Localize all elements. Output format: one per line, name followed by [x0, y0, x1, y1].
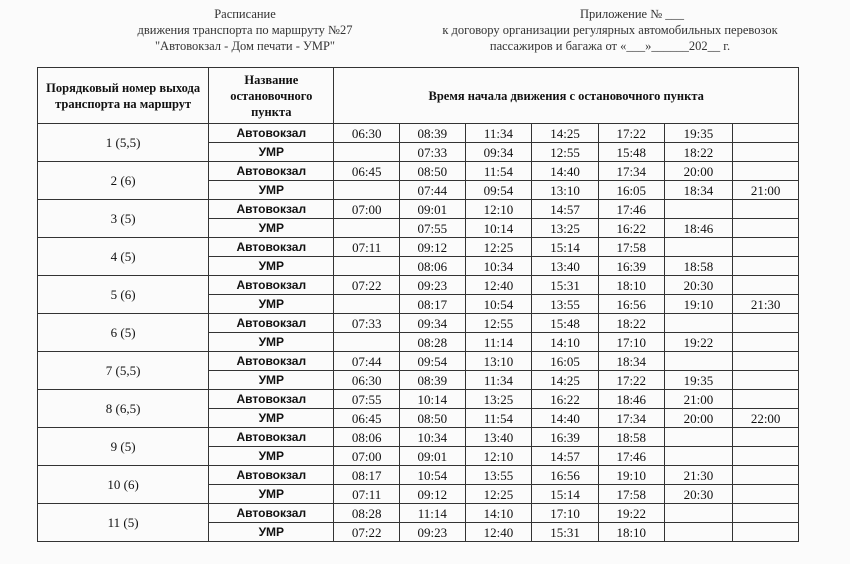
- departure-time-cell: 18:46: [598, 390, 664, 409]
- departure-time-cell: [664, 523, 733, 542]
- departure-time-cell: 21:00: [664, 390, 733, 409]
- departure-time-cell: 14:10: [532, 333, 599, 352]
- departure-time-cell: 17:34: [598, 409, 664, 428]
- departure-time-cell: 15:31: [532, 523, 599, 542]
- stop-name-cell: Автовокзал: [209, 504, 334, 523]
- departure-time-cell: 17:10: [532, 504, 599, 523]
- exit-number-cell: 1 (5,5): [38, 124, 209, 162]
- header-stop-name: Название остановочного пункта: [209, 68, 334, 124]
- departure-time-cell: 10:54: [400, 466, 466, 485]
- departure-time-cell: 13:40: [532, 257, 599, 276]
- appendix-block: [410, 6, 810, 54]
- departure-time-cell: [334, 295, 400, 314]
- departure-time-cell: [664, 238, 733, 257]
- departure-time-cell: 06:45: [334, 409, 400, 428]
- departure-time-cell: [733, 333, 799, 352]
- departure-time-cell: 19:10: [664, 295, 733, 314]
- departure-time-cell: [733, 162, 799, 181]
- departure-time-cell: 11:34: [465, 124, 532, 143]
- departure-time-cell: 11:54: [465, 409, 532, 428]
- departure-time-cell: 15:48: [598, 143, 664, 162]
- table-row: [38, 200, 799, 219]
- departure-time-cell: 08:06: [334, 428, 400, 447]
- departure-time-cell: 12:10: [465, 200, 532, 219]
- table-row: [38, 504, 799, 523]
- departure-time-cell: 18:22: [664, 143, 733, 162]
- stop-name-cell: УМР: [209, 333, 334, 352]
- departure-time-cell: 21:30: [664, 466, 733, 485]
- departure-time-cell: 07:11: [334, 238, 400, 257]
- departure-time-cell: [664, 504, 733, 523]
- departure-time-cell: 17:46: [598, 447, 664, 466]
- departure-time-cell: 08:39: [400, 371, 466, 390]
- departure-time-cell: [733, 314, 799, 333]
- departure-time-cell: 09:01: [400, 200, 466, 219]
- departure-time-cell: 13:55: [532, 295, 599, 314]
- departure-time-cell: [733, 523, 799, 542]
- table-row: [38, 390, 799, 409]
- departure-time-cell: [733, 428, 799, 447]
- departure-time-cell: 16:39: [532, 428, 599, 447]
- departure-time-cell: 14:57: [532, 447, 599, 466]
- departure-time-cell: 17:22: [598, 371, 664, 390]
- departure-time-cell: 17:58: [598, 485, 664, 504]
- title-line-2: движения транспорта по маршруту №27: [137, 23, 353, 37]
- stop-name-cell: УМР: [209, 219, 334, 238]
- departure-time-cell: [664, 428, 733, 447]
- departure-time-cell: 07:33: [400, 143, 466, 162]
- departure-time-cell: 21:30: [733, 295, 799, 314]
- departure-time-cell: 09:34: [400, 314, 466, 333]
- departure-time-cell: 17:22: [598, 124, 664, 143]
- departure-time-cell: 13:10: [465, 352, 532, 371]
- departure-time-cell: 10:34: [400, 428, 466, 447]
- departure-time-cell: 11:54: [465, 162, 532, 181]
- table-row: [38, 124, 799, 143]
- departure-time-cell: 08:06: [400, 257, 466, 276]
- departure-time-cell: 12:25: [465, 485, 532, 504]
- departure-time-cell: 16:39: [598, 257, 664, 276]
- departure-time-cell: [334, 219, 400, 238]
- departure-time-cell: [733, 352, 799, 371]
- departure-time-cell: 09:12: [400, 238, 466, 257]
- stop-name-cell: УМР: [209, 181, 334, 200]
- departure-time-cell: 16:22: [598, 219, 664, 238]
- stop-name-cell: УМР: [209, 257, 334, 276]
- departure-time-cell: 16:56: [532, 466, 599, 485]
- departure-time-cell: 20:00: [664, 409, 733, 428]
- departure-time-cell: 08:17: [334, 466, 400, 485]
- table-row: [38, 276, 799, 295]
- stop-name-cell: УМР: [209, 523, 334, 542]
- departure-time-cell: 18:58: [664, 257, 733, 276]
- departure-time-cell: 09:01: [400, 447, 466, 466]
- stop-name-cell: Автовокзал: [209, 428, 334, 447]
- exit-number-cell: 10 (6): [38, 466, 209, 504]
- departure-time-cell: 07:11: [334, 485, 400, 504]
- departure-time-cell: 14:25: [532, 124, 599, 143]
- departure-time-cell: 10:54: [465, 295, 532, 314]
- departure-time-cell: 21:00: [733, 181, 799, 200]
- departure-time-cell: [334, 143, 400, 162]
- exit-number-cell: 7 (5,5): [38, 352, 209, 390]
- header-exit-number: Порядковый номер выхода транспорта на маршрут: [38, 68, 209, 124]
- departure-time-cell: 19:10: [598, 466, 664, 485]
- table-header-row: [38, 68, 799, 124]
- departure-time-cell: 07:00: [334, 200, 400, 219]
- title-line-1: Расписание: [214, 7, 276, 21]
- departure-time-cell: 13:10: [532, 181, 599, 200]
- departure-time-cell: 14:57: [532, 200, 599, 219]
- departure-time-cell: 07:00: [334, 447, 400, 466]
- departure-time-cell: 20:30: [664, 485, 733, 504]
- departure-time-cell: [733, 371, 799, 390]
- departure-time-cell: 13:40: [465, 428, 532, 447]
- departure-time-cell: 06:30: [334, 124, 400, 143]
- table-row: [38, 428, 799, 447]
- departure-time-cell: 10:14: [400, 390, 466, 409]
- departure-time-cell: [733, 257, 799, 276]
- departure-time-cell: 19:22: [664, 333, 733, 352]
- departure-time-cell: 06:30: [334, 371, 400, 390]
- exit-number-cell: 2 (6): [38, 162, 209, 200]
- departure-time-cell: 14:40: [532, 162, 599, 181]
- table-row: [38, 466, 799, 485]
- departure-time-cell: 17:46: [598, 200, 664, 219]
- table-row: [38, 162, 799, 181]
- schedule-table: [37, 67, 799, 542]
- exit-number-cell: 11 (5): [38, 504, 209, 542]
- departure-time-cell: 12:40: [465, 276, 532, 295]
- departure-time-cell: 19:22: [598, 504, 664, 523]
- exit-number-cell: 5 (6): [38, 276, 209, 314]
- departure-time-cell: 18:22: [598, 314, 664, 333]
- departure-time-cell: 07:55: [400, 219, 466, 238]
- departure-time-cell: [733, 485, 799, 504]
- departure-time-cell: [733, 466, 799, 485]
- departure-time-cell: [664, 352, 733, 371]
- departure-time-cell: 12:25: [465, 238, 532, 257]
- departure-time-cell: 09:54: [465, 181, 532, 200]
- departure-time-cell: 08:28: [400, 333, 466, 352]
- departure-time-cell: 15:14: [532, 485, 599, 504]
- departure-time-cell: [733, 504, 799, 523]
- departure-time-cell: 15:31: [532, 276, 599, 295]
- departure-time-cell: [733, 238, 799, 257]
- departure-time-cell: 16:22: [532, 390, 599, 409]
- departure-time-cell: 09:54: [400, 352, 466, 371]
- departure-time-cell: 08:17: [400, 295, 466, 314]
- stop-name-cell: УМР: [209, 485, 334, 504]
- departure-time-cell: [334, 333, 400, 352]
- stop-name-cell: Автовокзал: [209, 200, 334, 219]
- departure-time-cell: 12:55: [532, 143, 599, 162]
- departure-time-cell: 13:25: [532, 219, 599, 238]
- departure-time-cell: 07:22: [334, 523, 400, 542]
- departure-time-cell: [733, 143, 799, 162]
- departure-time-cell: 15:48: [532, 314, 599, 333]
- departure-time-cell: 07:55: [334, 390, 400, 409]
- stop-name-cell: УМР: [209, 371, 334, 390]
- departure-time-cell: 09:23: [400, 523, 466, 542]
- departure-time-cell: [664, 447, 733, 466]
- table-row: [38, 314, 799, 333]
- departure-time-cell: 09:34: [465, 143, 532, 162]
- schedule-title-block: [100, 6, 390, 54]
- departure-time-cell: 11:14: [400, 504, 466, 523]
- stop-name-cell: Автовокзал: [209, 314, 334, 333]
- departure-time-cell: 07:33: [334, 314, 400, 333]
- exit-number-cell: 6 (5): [38, 314, 209, 352]
- departure-time-cell: 14:40: [532, 409, 599, 428]
- appendix-line-1: Приложение № ___: [580, 7, 685, 21]
- departure-time-cell: 12:55: [465, 314, 532, 333]
- departure-time-cell: 13:25: [465, 390, 532, 409]
- departure-time-cell: 08:28: [334, 504, 400, 523]
- departure-time-cell: [664, 314, 733, 333]
- table-row: [38, 238, 799, 257]
- departure-time-cell: [733, 390, 799, 409]
- departure-time-cell: 07:44: [334, 352, 400, 371]
- exit-number-cell: 3 (5): [38, 200, 209, 238]
- departure-time-cell: [733, 447, 799, 466]
- departure-time-cell: 18:58: [598, 428, 664, 447]
- departure-time-cell: 19:35: [664, 124, 733, 143]
- departure-time-cell: [664, 200, 733, 219]
- header-start-times: Время начала движения с остановочного пункта: [334, 68, 799, 124]
- appendix-line-2: к договору организации регулярных автомобильных перевозок: [442, 23, 778, 37]
- departure-time-cell: 16:05: [532, 352, 599, 371]
- departure-time-cell: 09:23: [400, 276, 466, 295]
- departure-time-cell: 18:34: [664, 181, 733, 200]
- departure-time-cell: 10:14: [465, 219, 532, 238]
- departure-time-cell: 16:56: [598, 295, 664, 314]
- departure-time-cell: 18:10: [598, 276, 664, 295]
- stop-name-cell: УМР: [209, 409, 334, 428]
- departure-time-cell: 08:39: [400, 124, 466, 143]
- departure-time-cell: 17:34: [598, 162, 664, 181]
- exit-number-cell: 4 (5): [38, 238, 209, 276]
- appendix-line-3: пассажиров и багажа от «___»______202__ г.: [489, 39, 731, 53]
- departure-time-cell: 11:14: [465, 333, 532, 352]
- departure-time-cell: 18:10: [598, 523, 664, 542]
- table-row: [38, 352, 799, 371]
- departure-time-cell: 13:55: [465, 466, 532, 485]
- departure-time-cell: 11:34: [465, 371, 532, 390]
- departure-time-cell: 08:50: [400, 409, 466, 428]
- departure-time-cell: 14:10: [465, 504, 532, 523]
- departure-time-cell: 19:35: [664, 371, 733, 390]
- exit-number-cell: 9 (5): [38, 428, 209, 466]
- stop-name-cell: Автовокзал: [209, 466, 334, 485]
- departure-time-cell: 06:45: [334, 162, 400, 181]
- stop-name-cell: Автовокзал: [209, 124, 334, 143]
- departure-time-cell: [733, 219, 799, 238]
- departure-time-cell: 09:12: [400, 485, 466, 504]
- departure-time-cell: 10:34: [465, 257, 532, 276]
- departure-time-cell: 17:58: [598, 238, 664, 257]
- departure-time-cell: 22:00: [733, 409, 799, 428]
- departure-time-cell: 07:44: [400, 181, 466, 200]
- departure-time-cell: 17:10: [598, 333, 664, 352]
- departure-time-cell: 20:30: [664, 276, 733, 295]
- exit-number-cell: 8 (6,5): [38, 390, 209, 428]
- departure-time-cell: [733, 124, 799, 143]
- departure-time-cell: 15:14: [532, 238, 599, 257]
- stop-name-cell: Автовокзал: [209, 238, 334, 257]
- stop-name-cell: УМР: [209, 295, 334, 314]
- departure-time-cell: 20:00: [664, 162, 733, 181]
- stop-name-cell: Автовокзал: [209, 352, 334, 371]
- departure-time-cell: 18:46: [664, 219, 733, 238]
- departure-time-cell: 07:22: [334, 276, 400, 295]
- schedule-body: [38, 124, 799, 542]
- title-line-3: "Автовокзал - Дом печати - УМР": [154, 39, 336, 53]
- departure-time-cell: 14:25: [532, 371, 599, 390]
- departure-time-cell: 18:34: [598, 352, 664, 371]
- departure-time-cell: 08:50: [400, 162, 466, 181]
- departure-time-cell: [334, 181, 400, 200]
- departure-time-cell: [334, 257, 400, 276]
- stop-name-cell: УМР: [209, 447, 334, 466]
- departure-time-cell: [733, 200, 799, 219]
- stop-name-cell: УМР: [209, 143, 334, 162]
- departure-time-cell: 16:05: [598, 181, 664, 200]
- stop-name-cell: Автовокзал: [209, 390, 334, 409]
- departure-time-cell: 12:10: [465, 447, 532, 466]
- departure-time-cell: 12:40: [465, 523, 532, 542]
- departure-time-cell: [733, 276, 799, 295]
- stop-name-cell: Автовокзал: [209, 276, 334, 295]
- stop-name-cell: Автовокзал: [209, 162, 334, 181]
